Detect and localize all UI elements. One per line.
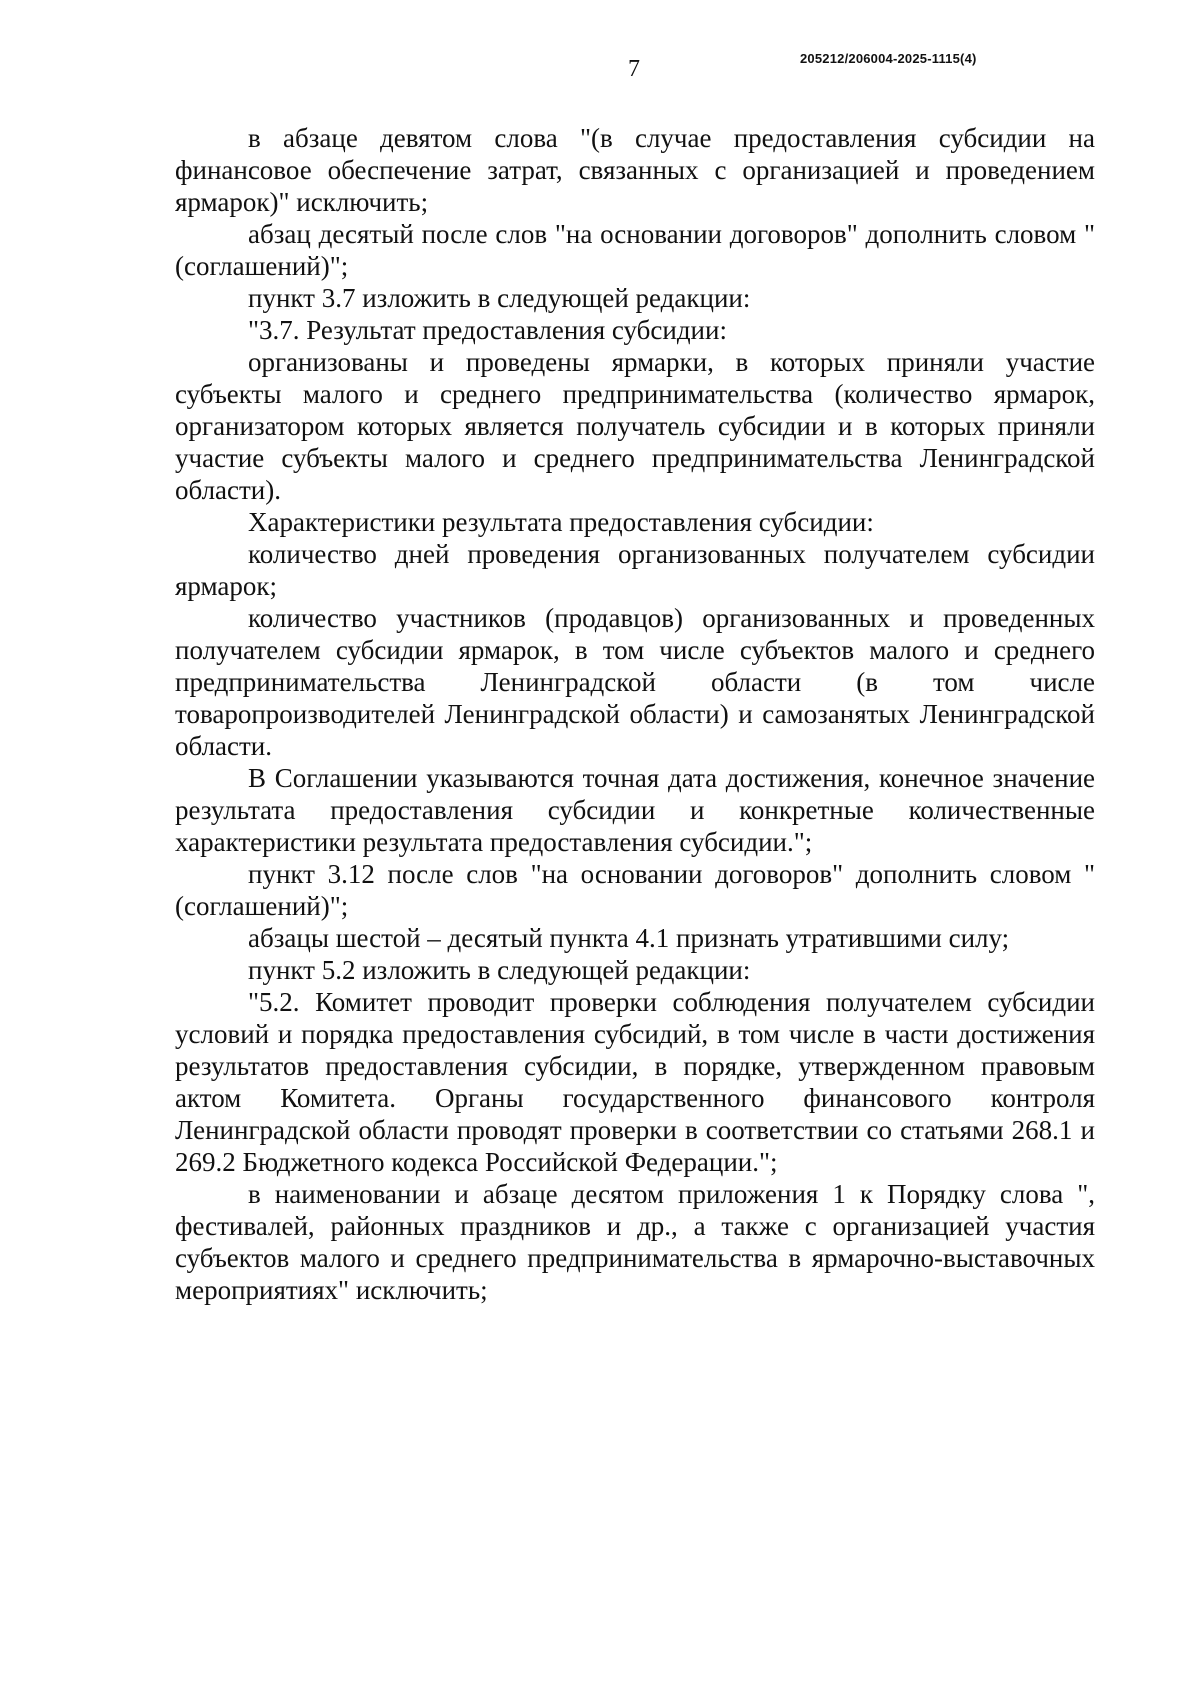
paragraph-amendment-9th: в абзаце девятом слова "(в случае предоставления субсидии на финансовое обеспечение затрат, связанных с организацией и проведением ярмарок)" исключить; bbox=[175, 123, 1095, 217]
paragraph-clause-5-2-intro: пункт 5.2 изложить в следующей редакции: bbox=[248, 955, 751, 985]
paragraph-clause-3-12: пункт 3.12 после слов "на основании договоров" дополнить словом "(соглашений)"; bbox=[175, 859, 1095, 921]
paragraph-agreement-terms: В Соглашении указываются точная дата достижения, конечное значение результата предоставления субсидии и конкретные количественные характеристики результата предоставления субсидии."; bbox=[175, 763, 1095, 857]
paragraph-characteristics-title: Характеристики результата предоставления субсидии: bbox=[248, 507, 874, 537]
paragraph-result-description: организованы и проведены ярмарки, в которых приняли участие субъекты малого и среднего предпринимательства (количество ярмарок, организатором которых является получатель субсидии и в которых приняли участие субъекты малого и среднего предпринимательства Ленинградской области). bbox=[175, 347, 1095, 505]
document-body bbox=[175, 122, 1095, 1306]
paragraph-characteristic-participants: количество участников (продавцов) организованных и проведенных получателем субсидии ярмарок, в том числе субъектов малого и среднего предпринимательства Ленинградской области (в том числе товаропроизводителей Ленинградской области) и самозанятых Ленинградской области. bbox=[175, 603, 1095, 761]
paragraph-clause-4-1: абзацы шестой – десятый пункта 4.1 признать утратившими силу; bbox=[248, 923, 1010, 953]
paragraph-clause-3-7-intro: пункт 3.7 изложить в следующей редакции: bbox=[248, 283, 751, 313]
paragraph-characteristic-days: количество дней проведения организованных получателем субсидии ярмарок; bbox=[175, 539, 1095, 601]
paragraph-amendment-10th: абзац десятый после слов "на основании договоров" дополнить словом "(соглашений)"; bbox=[175, 219, 1095, 281]
page-number: 7 bbox=[628, 56, 640, 82]
paragraph-appendix-1: в наименовании и абзаце десятом приложения 1 к Порядку слова ", фестивалей, районных праздников и др., а также с организацией участия субъектов малого и среднего предпринимательства в ярмарочно-выставочных мероприятиях" исключить; bbox=[175, 1179, 1095, 1305]
paragraph-clause-3-7-title: "3.7. Результат предоставления субсидии: bbox=[248, 315, 727, 345]
document-code: 205212/206004-2025-1115(4) bbox=[800, 51, 977, 66]
paragraph-clause-5-2-text: "5.2. Комитет проводит проверки соблюдения получателем субсидии условий и порядка предоставления субсидий, в том числе в части достижения результатов предоставления субсидии, в порядке, утвержденном правовым актом Комитета. Органы государственного финансового контроля Ленинградской области проводят проверки в соответствии со статьями 268.1 и 269.2 Бюджетного кодекса Российской Федерации."; bbox=[175, 987, 1095, 1177]
